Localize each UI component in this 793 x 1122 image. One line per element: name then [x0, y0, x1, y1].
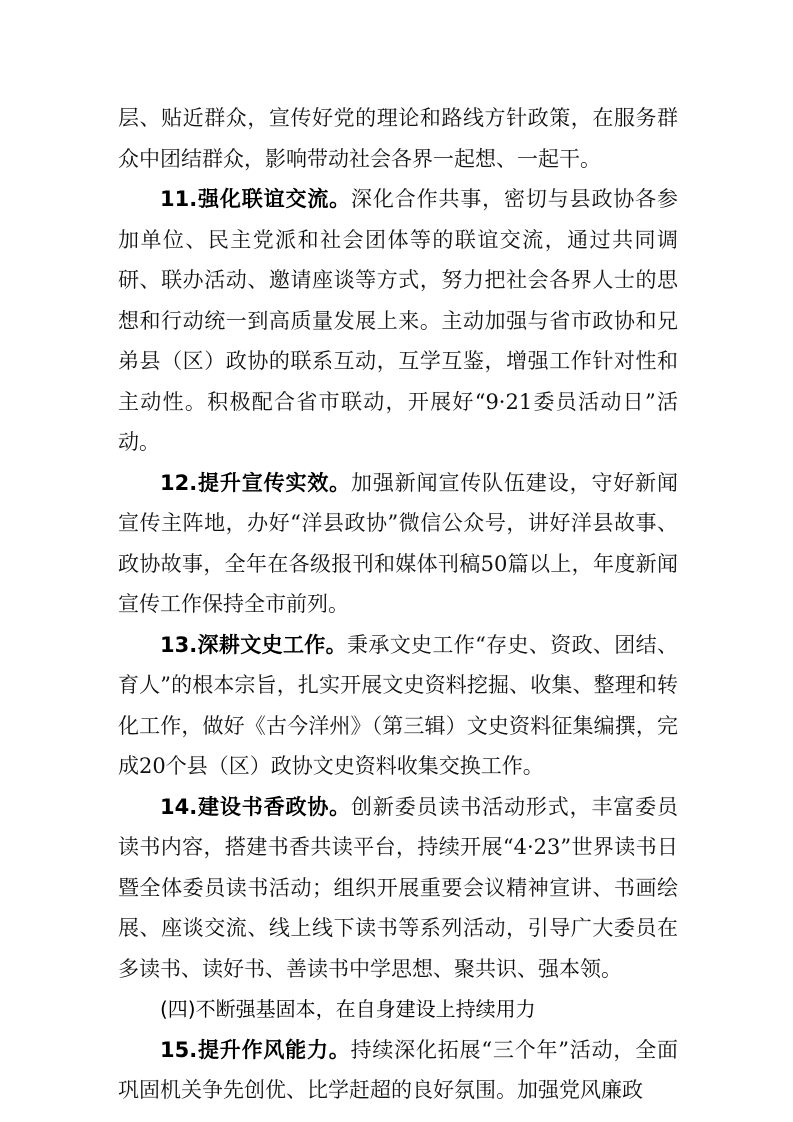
item-13-paragraph — [118, 625, 678, 787]
intro-continuation-paragraph: 层、贴近群众，宣传好党的理论和路线方针政策，在服务群众中团结群众，影响带动社会各界一起想、一起干。 — [118, 106, 678, 171]
item-12-paragraph — [118, 463, 678, 625]
item-13-heading: 13.深耕文史工作。 — [160, 632, 347, 657]
item-15-paragraph — [118, 1030, 678, 1111]
item-11-paragraph — [118, 179, 678, 463]
item-14-body: 创新委员读书活动形式，丰富委员读书内容，搭建书香共读平台，持续开展“4·23”世界读书日暨全体委员读书活动；组织开展重要会议精神宣讲、书画绘展、座谈交流、线上线下读书等系列活动，引导广大委员在多读书、读好书、善读书中学思想、聚共识、强本领。 — [118, 794, 679, 981]
item-11-heading: 11.强化联谊交流。 — [160, 187, 352, 211]
item-15-heading: 15.提升作风能力。 — [160, 1037, 351, 1062]
item-15-body: 持续深化拓展“三个年”活动，全面巩固机关争先创优、比学赶超的良好氛围。加强党风廉政 — [118, 1037, 678, 1102]
item-11-body: 深化合作共事，密切与县政协各参加单位、民主党派和社会团体等的联谊交流，通过共同调研、联办活动、邀请座谈等方式，努力把社会各界人士的思想和行动统一到高质量发展上来。主动加强与省市政协和兄弟县（区）政协的联系互动，互学互鉴，增强工作针对性和主动性。积极配合省市联动，开展好“9·21委员活动日”活动。 — [118, 187, 679, 454]
item-13-body: 秉承文史工作“存史、资政、团结、育人”的根本宗旨，扎实开展文史资料挖掘、收集、整理和转化工作，做好《古今洋州》（第三辑）文史资料征集编撰，完成20个县（区）政协文史资料收集交换工作。 — [118, 632, 678, 778]
item-14-heading: 14.建设书香政协。 — [160, 794, 352, 819]
body-text — [118, 98, 678, 1111]
section-heading: (四)不断强基固本，在自身建设上持续用力 — [160, 997, 536, 1021]
item-12-heading: 12.提升宣传实效。 — [160, 470, 352, 495]
item-12-body: 加强新闻宣传队伍建设，守好新闻宣传主阵地，办好“洋县政协”微信公众号，讲好洋县故事、政协故事，全年在各级报刊和媒体刊稿50篇以上，年度新闻宣传工作保持全市前列。 — [118, 470, 679, 616]
item-14-paragraph — [118, 787, 678, 990]
